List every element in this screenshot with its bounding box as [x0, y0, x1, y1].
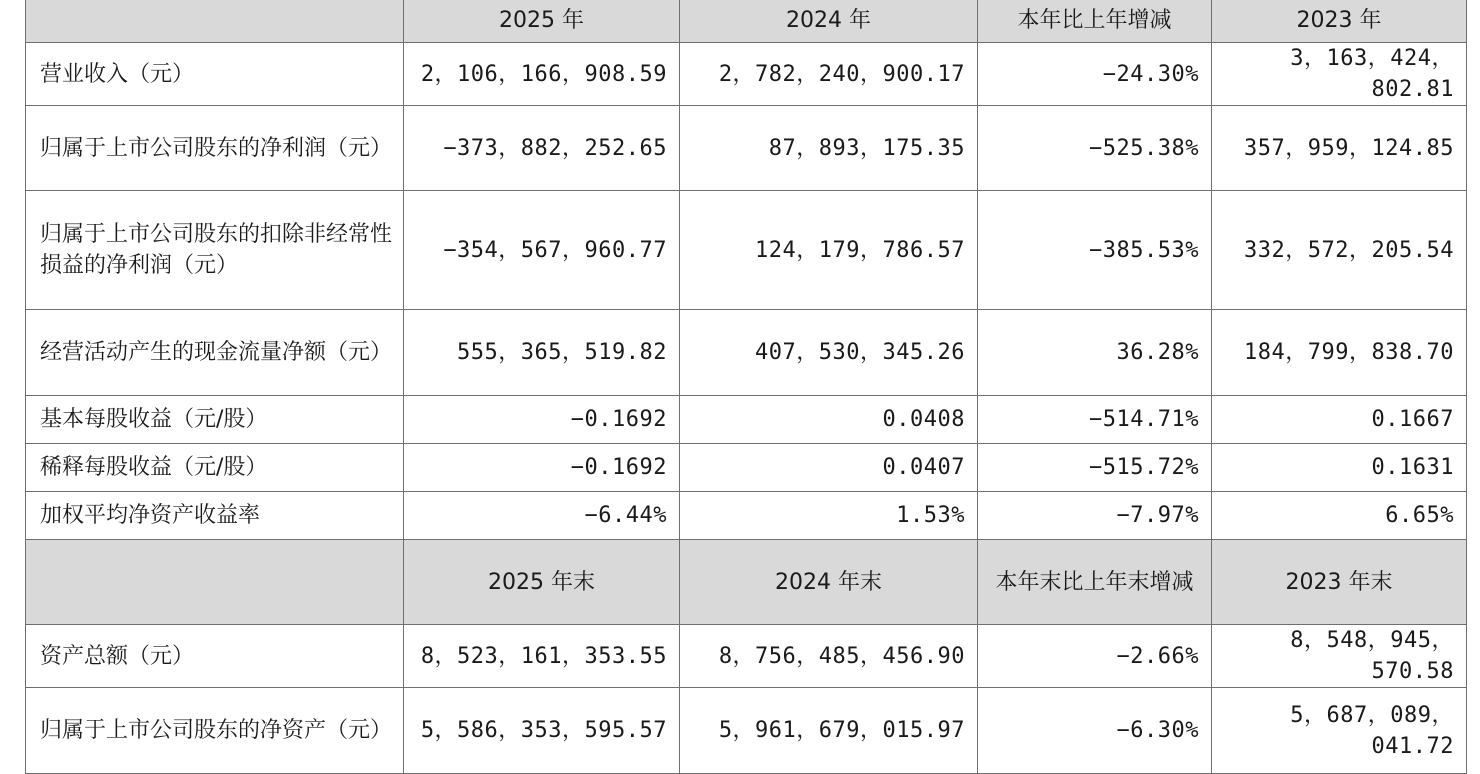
header-blank-cell	[26, 0, 404, 43]
header-cell-2025-end: 2025 年末	[404, 540, 680, 625]
value-cell: 407，530，345.26	[680, 310, 978, 396]
value-cell: 357，959，124.85	[1212, 106, 1467, 191]
value-cell: −2.66%	[978, 625, 1212, 688]
value-cell: 36.28%	[978, 310, 1212, 396]
value-cell: 6.65%	[1212, 492, 1467, 540]
table-row	[26, 625, 1467, 688]
table-row	[26, 106, 1467, 191]
table-header-row	[26, 540, 1467, 625]
value-cell: 555，365，519.82	[404, 310, 680, 396]
value-cell: 0.1667	[1212, 396, 1467, 444]
value-cell: −7.97%	[978, 492, 1212, 540]
value-cell: 8，756，485，456.90	[680, 625, 978, 688]
value-cell: −373，882，252.65	[404, 106, 680, 191]
table-row	[26, 492, 1467, 540]
table-row	[26, 191, 1467, 310]
table-row	[26, 396, 1467, 444]
table-row	[26, 43, 1467, 106]
table-row	[26, 444, 1467, 492]
value-cell: −525.38%	[978, 106, 1212, 191]
value-cell: −6.44%	[404, 492, 680, 540]
row-label: 归属于上市公司股东的净资产（元）	[26, 688, 404, 774]
value-cell: 5，586，353，595.57	[404, 688, 680, 774]
row-label: 加权平均净资产收益率	[26, 492, 404, 540]
value-cell: 8，523，161，353.55	[404, 625, 680, 688]
header-cell-change-end: 本年末比上年末增减	[978, 540, 1212, 625]
value-cell: 3，163，424，802.81	[1212, 43, 1467, 106]
table-row	[26, 310, 1467, 396]
row-label: 经营活动产生的现金流量净额（元）	[26, 310, 404, 396]
value-cell: −0.1692	[404, 396, 680, 444]
header-cell-2023-end: 2023 年末	[1212, 540, 1467, 625]
value-cell: −514.71%	[978, 396, 1212, 444]
value-cell: 1.53%	[680, 492, 978, 540]
value-cell: 2，782，240，900.17	[680, 43, 978, 106]
value-cell: 0.0408	[680, 396, 978, 444]
value-cell: 87，893，175.35	[680, 106, 978, 191]
value-cell: −6.30%	[978, 688, 1212, 774]
value-cell: 124，179，786.57	[680, 191, 978, 310]
row-label: 基本每股收益（元/股）	[26, 396, 404, 444]
table-header-row	[26, 0, 1467, 43]
row-label: 归属于上市公司股东的净利润（元）	[26, 106, 404, 191]
value-cell: −0.1692	[404, 444, 680, 492]
table-row	[26, 688, 1467, 774]
value-cell: 0.1631	[1212, 444, 1467, 492]
header-cell-2025: 2025 年	[404, 0, 680, 43]
value-cell: −385.53%	[978, 191, 1212, 310]
value-cell: −354，567，960.77	[404, 191, 680, 310]
header-cell-2024-end: 2024 年末	[680, 540, 978, 625]
value-cell: −515.72%	[978, 444, 1212, 492]
row-label: 归属于上市公司股东的扣除非经常性损益的净利润（元）	[26, 191, 404, 310]
header-cell-change: 本年比上年增减	[978, 0, 1212, 43]
value-cell: 8，548，945，570.58	[1212, 625, 1467, 688]
row-label: 稀释每股收益（元/股）	[26, 444, 404, 492]
value-cell: 5，687，089，041.72	[1212, 688, 1467, 774]
header-cell-2023: 2023 年	[1212, 0, 1467, 43]
value-cell: 0.0407	[680, 444, 978, 492]
value-cell: 5，961，679，015.97	[680, 688, 978, 774]
value-cell: 2，106，166，908.59	[404, 43, 680, 106]
header-cell-2024: 2024 年	[680, 0, 978, 43]
financial-summary-table	[25, 0, 1467, 774]
value-cell: 184，799，838.70	[1212, 310, 1467, 396]
value-cell: 332，572，205.54	[1212, 191, 1467, 310]
row-label: 资产总额（元）	[26, 625, 404, 688]
row-label: 营业收入（元）	[26, 43, 404, 106]
value-cell: −24.30%	[978, 43, 1212, 106]
header-blank-cell	[26, 540, 404, 625]
